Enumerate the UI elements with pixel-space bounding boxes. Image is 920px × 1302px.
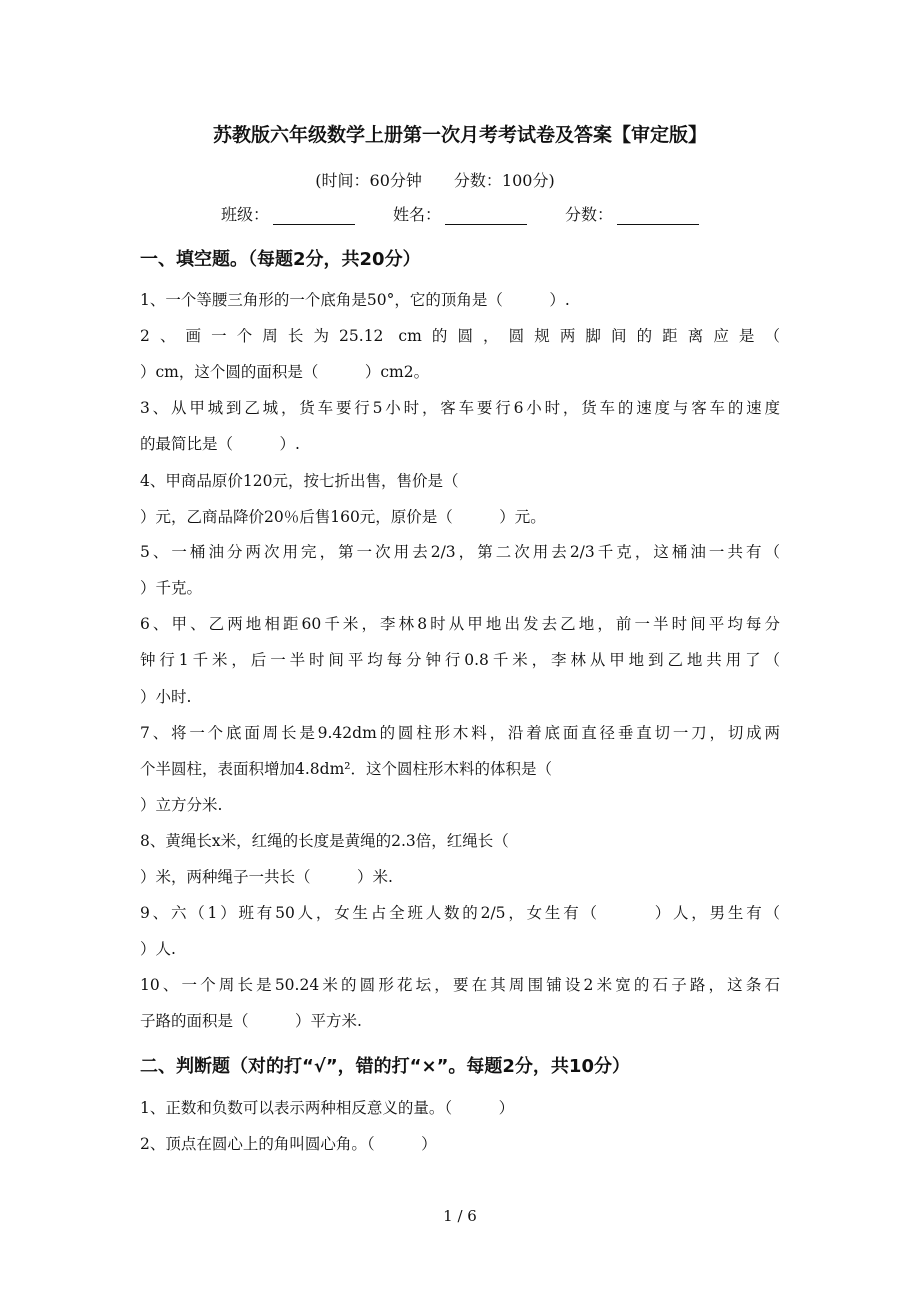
class-label: 班级： xyxy=(220,205,269,224)
question-line: 的最简比是（ ）. xyxy=(140,435,300,453)
score-field xyxy=(565,202,699,225)
class-blank[interactable] xyxy=(273,206,355,225)
section-1-heading: 一、填空题。（每题2分，共20分） xyxy=(140,249,421,270)
question-line: 3、从甲城到乙城，货车要行5小时，客车要行6小时，货车的速度与客车的速度 xyxy=(140,399,780,417)
question-line: ）人. xyxy=(140,940,176,958)
question-line: 1、一个等腰三角形的一个底角是50°，它的顶角是（ ）. xyxy=(140,291,570,309)
question-line: ）米，两种绳子一共长（ ）米. xyxy=(140,868,393,886)
question-line: ）立方分米. xyxy=(140,796,223,814)
question-line: 1、正数和负数可以表示两种相反意义的量。（ ） xyxy=(140,1099,515,1117)
section-2-heading: 二、判断题（对的打“√”，错的打“×”。每题2分，共10分） xyxy=(140,1056,630,1077)
class-field xyxy=(221,202,355,225)
question-line: 个半圆柱，表面积增加4.8dm²．这个圆柱形木料的体积是（ xyxy=(140,760,552,778)
name-blank[interactable] xyxy=(445,206,527,225)
question-line: 8、黄绳长x米，红绳的长度是黄绳的2.3倍，红绳长（ xyxy=(140,832,509,850)
question-line: 2、顶点在圆心上的角叫圆心角。（ ） xyxy=(140,1135,437,1153)
question-line: 10、一个周长是50.24米的圆形花坛，要在其周围铺设2米宽的石子路，这条石 xyxy=(140,976,780,994)
exam-title: 苏教版六年级数学上册第一次月考考试卷及答案【审定版】 xyxy=(212,124,707,146)
question-line: 钟行1千米，后一半时间平均每分钟行0.8千米，李林从甲地到乙地共用了（ xyxy=(140,651,780,669)
exam-subtitle: (时间：60分钟 分数：100分) xyxy=(315,171,555,190)
name-field xyxy=(393,202,527,225)
question-line: 7、将一个底面周长是9.42dm的圆柱形木料，沿着底面直径垂直切一刀，切成两 xyxy=(140,724,780,742)
question-line: ）元，乙商品降价20％后售160元，原价是（ ）元。 xyxy=(140,508,546,526)
question-line: 5、一桶油分两次用完，第一次用去2/3，第二次用去2/3千克，这桶油一共有（ xyxy=(140,543,780,561)
score-blank[interactable] xyxy=(617,206,699,225)
question-line: ）小时. xyxy=(140,688,192,706)
question-line: 9、六（1）班有50人，女生占全班人数的2/5，女生有（ ）人，男生有（ xyxy=(140,904,780,922)
score-label: 分数： xyxy=(565,205,614,224)
name-label: 姓名： xyxy=(392,205,441,224)
question-line: 4、甲商品原价120元，按七折出售，售价是（ xyxy=(140,472,459,490)
page-indicator: 1 / 6 xyxy=(443,1207,477,1225)
question-line: 6、甲、乙两地相距60千米，李林8时从甲地出发去乙地，前一半时间平均每分 xyxy=(140,615,780,633)
question-line: ）千克。 xyxy=(140,579,203,597)
question-line: 2、画一个周长为25.12 cm的圆，圆规两脚间的距离应是（ xyxy=(140,327,780,345)
student-info-row xyxy=(0,202,920,225)
question-line: ）cm，这个圆的面积是（ ）cm2。 xyxy=(140,363,430,381)
question-line: 子路的面积是（ ）平方米. xyxy=(140,1012,362,1030)
